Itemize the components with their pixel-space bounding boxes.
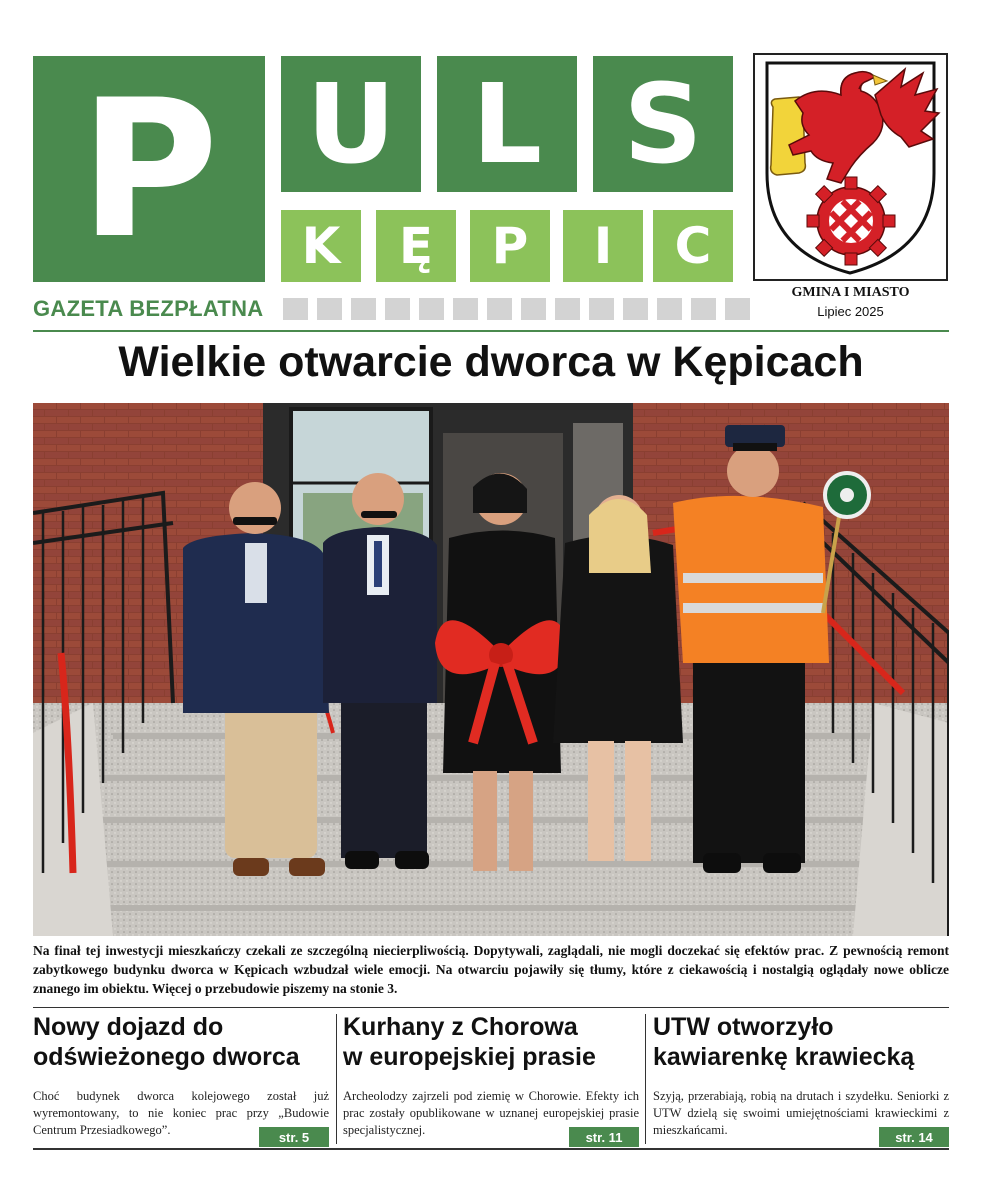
logo-letter-u: U — [281, 56, 421, 192]
column-divider-1 — [336, 1014, 337, 1144]
top-divider — [33, 330, 949, 332]
bottom-divider — [33, 1148, 949, 1150]
masthead-logo — [33, 56, 733, 326]
column-divider-2 — [645, 1014, 646, 1144]
article-summary-2: Archeolodzy zajrzeli pod ziemię w Chorowie. Efekty ich prac zostały opublikowane w uznanej europejskiej prasie specjalistycznej. — [343, 1089, 639, 1137]
article-summary-3: Szyją, przerabiają, robią na drutach i szydełku. Seniorki z UTW dzielą się swoimi umiejętnościami krawieckimi z mieszkańcami. — [653, 1089, 949, 1137]
crest-frame — [753, 53, 948, 281]
logo-letter-p2: P — [470, 210, 550, 282]
article-title-2[interactable]: Kurhany z Chorowa w europejskiej prasie — [343, 1013, 596, 1071]
logo-letter-i: I — [563, 210, 643, 282]
logo-letter-c: C — [653, 210, 733, 282]
article-title-1[interactable]: Nowy dojazd do odświeżonego dworca — [33, 1013, 300, 1071]
cover-photo — [33, 403, 949, 936]
article-title-3[interactable]: UTW otworzyło kawiarenkę krawiecką — [653, 1013, 915, 1071]
issue-date: Lipiec 2025 — [817, 304, 884, 319]
main-headline: Wielkie otwarcie dworca w Kępicach — [118, 338, 864, 386]
article-summary-1: Choć budynek dworca kolejowego został już wyremontowany, to nie koniec prac przy „Budowie Centrum Przesiadkowego”. — [33, 1089, 329, 1137]
page-ref-1[interactable]: str. 5 — [259, 1127, 329, 1147]
tagline: GAZETA BEZPŁATNA — [33, 296, 264, 321]
municipality-label: GMINA I MIASTO — [791, 285, 910, 300]
page-ref-3[interactable]: str. 14 — [879, 1127, 949, 1147]
photo-caption: Na finał tej inwestycji mieszkańczy czekali ze szczególną niecierpliwością. Dopytywali, zaglądali, nie mogli doczekać się efektów prac. Z pewnością remont zabytkowego budynku dworca w Kępicach wzbudzał wiele emocji. Na otwarciu pojawiły się tłumy, które z ciekawością i nostalgią oglądały nowe oblicze znanego im obiektu. Więcej o przebudowie piszemy na stonie 3. — [33, 943, 949, 996]
logo-grey-squares — [283, 298, 750, 320]
logo-letter-l: L — [437, 56, 577, 192]
section-divider — [33, 1007, 949, 1008]
coat-of-arms-icon — [755, 55, 946, 279]
page-ref-2[interactable]: str. 11 — [569, 1127, 639, 1147]
logo-letter-s: S — [593, 56, 733, 192]
logo-letter-p: P — [33, 56, 265, 282]
logo-letter-k: K — [281, 210, 361, 282]
logo-letter-e: Ę — [376, 210, 456, 282]
